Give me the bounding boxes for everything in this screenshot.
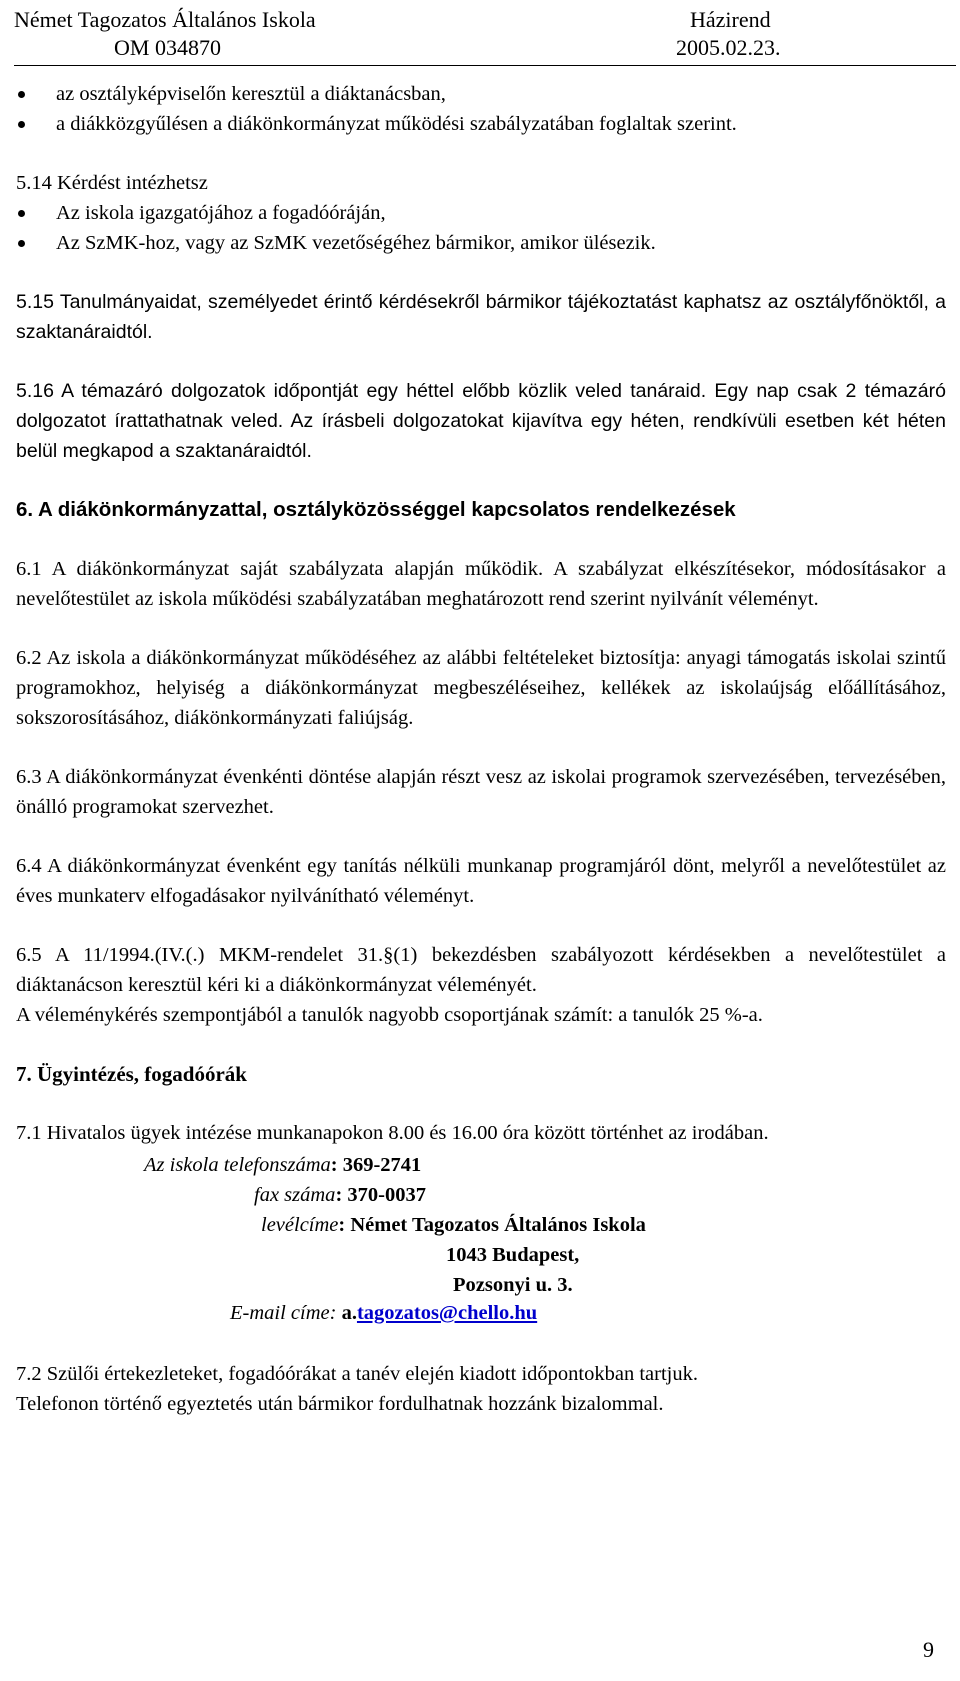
- header-doc-title: Házirend: [690, 7, 771, 32]
- section-7-1: 7.1 Hivatalos ügyek intézése munkanapokon 8.00 és 16.00 óra között történhet az irodában.: [16, 1122, 769, 1144]
- document-body: [16, 79, 946, 1419]
- email-line: E-mail címe: a.tagozatos@chello.hu: [230, 1302, 538, 1324]
- section-5-16: 5.16 A témazáró dolgozatok időpontját egy héttel előbb közlik veled tanáraid. Egy nap csak 2 témazáró dolgozatot írattathatnak veled. Az írásbeli dolgozatokat kijavítva egy héten, rendkívüli esetben két héten belül megkapod a szaktanáraidtól.: [16, 380, 946, 462]
- section-6-5-note: A véleménykérés szempontjából a tanulók nagyobb csoportjának számít: a tanulók 25 %-a.: [16, 1004, 763, 1026]
- address-line: levélcíme: Német Tagozatos Általános Iskola: [261, 1214, 646, 1236]
- email-link[interactable]: tagozatos@chello.hu: [356, 1302, 538, 1324]
- fax-number: 370-0037: [347, 1184, 426, 1206]
- section-7-title: 7. Ügyintézés, fogadóórák: [16, 1062, 247, 1086]
- list-item: a diákközgyűlésen a diákönkormányzat működési szabályzatában foglaltak szerint.: [16, 109, 946, 139]
- bullet-list-top: [16, 79, 946, 139]
- section-6-3: 6.3 A diákönkormányzat évenkénti döntése alapján részt vesz az iskolai programok szervezésében, tervezésében, önálló programokat szervezhet.: [16, 766, 946, 818]
- address-street: Pozsonyi u. 3.: [453, 1274, 573, 1296]
- list-item: Az SzMK-hoz, vagy az SzMK vezetőségéhez bármikor, amikor ülésezik.: [16, 228, 946, 258]
- fax-line: fax száma: 370-0037: [254, 1184, 426, 1206]
- section-6-4: 6.4 A diákönkormányzat évenként egy tanítás nélküli munkanap programjáról dönt, melyről a nevelőtestület az éves munkaterv elfogadásakor nyilvánítható véleményt.: [16, 855, 946, 907]
- phone-number: 369-2741: [342, 1154, 422, 1176]
- section-5-15: 5.15 Tanulmányaidat, személyedet érintő kérdésekről bármikor tájékoztatást kaphatsz az osztályfőnöktől, a szaktanáraidtól.: [16, 291, 946, 343]
- address-city: 1043 Budapest,: [446, 1244, 580, 1266]
- section-7-2-note: Telefonon történő egyeztetés után bármikor fordulhatnak hozzánk bizalommal.: [16, 1393, 664, 1415]
- bullet-icon: [18, 91, 25, 98]
- bullet-icon: [18, 121, 25, 128]
- header-date: 2005.02.23.: [676, 35, 781, 60]
- section-6-1: 6.1 A diákönkormányzat saját szabályzata alapján működik. A szabályzat elkészítésekor, módosításakor a nevelőtestület az iskola működési szabályzatában meghatározott rend szerint nyilvánít véleményt.: [16, 558, 946, 610]
- section-6-title: 6. A diákönkormányzattal, osztályközösséggel kapcsolatos rendelkezések: [16, 498, 736, 521]
- bullet-icon: [18, 210, 25, 217]
- page-number: 9: [923, 1637, 934, 1662]
- section-5-14-heading: 5.14 Kérdést intézhetsz: [16, 172, 208, 194]
- section-7-2: 7.2 Szülői értekezleteket, fogadóórákat a tanév elején kiadott időpontokban tartjuk.: [16, 1363, 698, 1385]
- section-6-5: 6.5 A 11/1994.(IV.(.) MKM-rendelet 31.§(1) bekezdésben szabályozott kérdésekben a nevelőtestület a diáktanácson keresztül kéri ki a diákönkormányzat véleményét.: [16, 944, 946, 996]
- address-name: Német Tagozatos Általános Iskola: [350, 1214, 646, 1236]
- bullet-icon: [18, 240, 25, 247]
- page-header: [14, 2, 956, 66]
- list-item: Az iskola igazgatójához a fogadóóráján,: [16, 198, 946, 228]
- header-school-name: Német Tagozatos Általános Iskola: [14, 7, 316, 32]
- contact-block: [16, 1150, 946, 1330]
- bullet-list-5-14: [16, 198, 946, 258]
- list-item: az osztályképviselőn keresztül a diáktanácsban,: [16, 79, 946, 109]
- header-om-number: OM 034870: [114, 35, 221, 60]
- section-6-2: 6.2 Az iskola a diákönkormányzat működéséhez az alábbi feltételeket biztosítja: anyagi támogatás iskolai szintű programokhoz, helyiség a diákönkormányzat megbeszéléseihez, kellékek az iskolaújság előállításához, sokszorosításához, diákönkormányzati faliújság.: [16, 647, 946, 729]
- phone-line: Az iskola telefonszáma: 369-2741: [144, 1154, 422, 1176]
